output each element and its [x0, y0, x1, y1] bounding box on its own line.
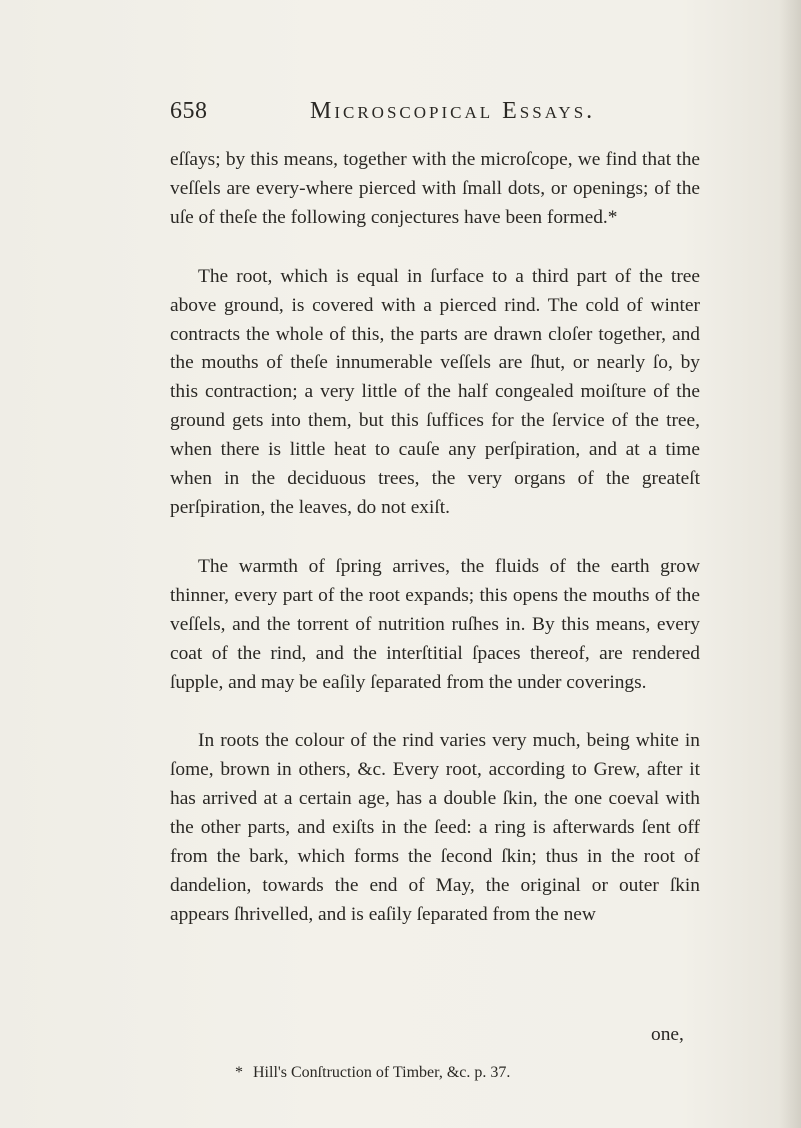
footnote	[235, 1064, 510, 1082]
paragraph-3: The warmth of ſpring arrives, the fluids of the earth grow thinner, every part of the root expands; this opens the mouths of the veſſels, and the torrent of nutrition ruſhes in. By this means, every coat of the rind, and the interſtitial ſpaces thereof, are rendered ſupple, and may be eaſily ſeparated from the under coverings.	[170, 555, 700, 693]
footnote-marker: *	[235, 1064, 243, 1081]
paragraph-4: In roots the colour of the rind varies very much, being white in ſome, brown in others, &c. Every root, according to Grew, after it has arrived at a certain age, has a double ſkin, the one coeval with the other parts, and exiſts in the ſeed: a ring is afterwards ſent off from the bark, which forms the ſecond ſkin; thus in the root of dandelion, towards the end of May, the original or outer ſkin appears ſhrivelled, and is eaſily ſeparated from the new	[170, 730, 700, 925]
page-header	[170, 98, 670, 132]
page-edge-shadow	[779, 0, 801, 1128]
page-number: 658	[170, 98, 208, 124]
footnote-text: Hill's Conſtruction of Timber, &c. p. 37.	[253, 1064, 511, 1081]
catchword: one,	[651, 1024, 684, 1045]
paragraph-1: eſſays; by this means, together with the microſcope, we find that the veſſels are every-where pierced with ſmall dots, or openings; of the uſe of theſe the following conjectures have been formed.*	[170, 149, 700, 228]
running-title: Microscopical Essays.	[310, 98, 596, 124]
body-text	[170, 146, 700, 930]
paragraph-2: The root, which is equal in ſurface to a third part of the tree above ground, is covered with a pierced rind. The cold of winter contracts the whole of this, the parts are drawn cloſer together, and the mouths of theſe innumerable veſſels are ſhut, or nearly ſo, by this contraction; a very little of the half congealed moiſture of the ground gets into them, but this ſuffices for the ſervice of the tree, when there is little heat to cauſe any perſpiration, and at a time when in the deciduous trees, the very organs of the greateſt perſpiration, the leaves, do not exiſt.	[170, 265, 700, 518]
